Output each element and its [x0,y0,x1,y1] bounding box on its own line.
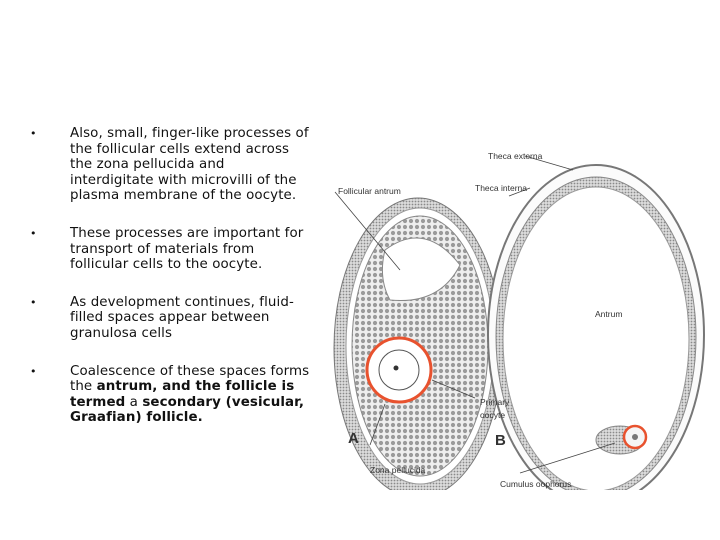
label-primary-oocyte: oocyte [480,410,506,420]
label-theca-externa: Theca externa [488,151,543,161]
bullet-item [30,295,310,342]
bullet-text: These processes are important for transport of materials from follicular cells to the oocyte. [70,225,304,273]
bullet-bold-text: secondary (vesicular, Graafian) follicle. [70,394,305,426]
label-cumulus-oophorus: Cumulus oophorus [500,479,572,489]
label-primary-oocyte: Primary [480,397,510,407]
bullet-marker: • [30,226,37,240]
bullet-list [30,126,310,426]
follicle-diagram [330,140,710,490]
panel-b-follicle [488,165,704,490]
label-panel-b: B [495,432,506,449]
bullet-marker: • [30,364,37,378]
bullet-text-part: a [125,394,143,410]
label-zona-pellucida: Zona pellucida [370,465,426,475]
bullet-text-part: Coalescence of these spaces forms the [70,363,310,395]
bullet-text: Also, small, finger-like processes of the follicular cells extend across the zona pellucida and interdigitate with microvilli of the plasma membrane of the oocyte. [70,126,309,204]
panel-a-follicle [334,198,502,490]
label-panel-a: A [348,430,359,447]
bullet-marker: • [30,295,37,309]
label-antrum: Antrum [595,309,623,319]
bullet-bold-text: antrum, and the follicle is termed [70,379,295,410]
label-follicular-antrum: Follicular antrum [338,186,401,196]
label-theca-interna: Theca interna [475,183,527,193]
bullet-item [30,226,310,273]
bullet-item [30,126,310,204]
bullet-marker: • [30,127,37,140]
bullet-item [30,364,310,426]
bullet-text: As development continues, fluid-filled spaces appear between granulosa cells [70,294,294,341]
